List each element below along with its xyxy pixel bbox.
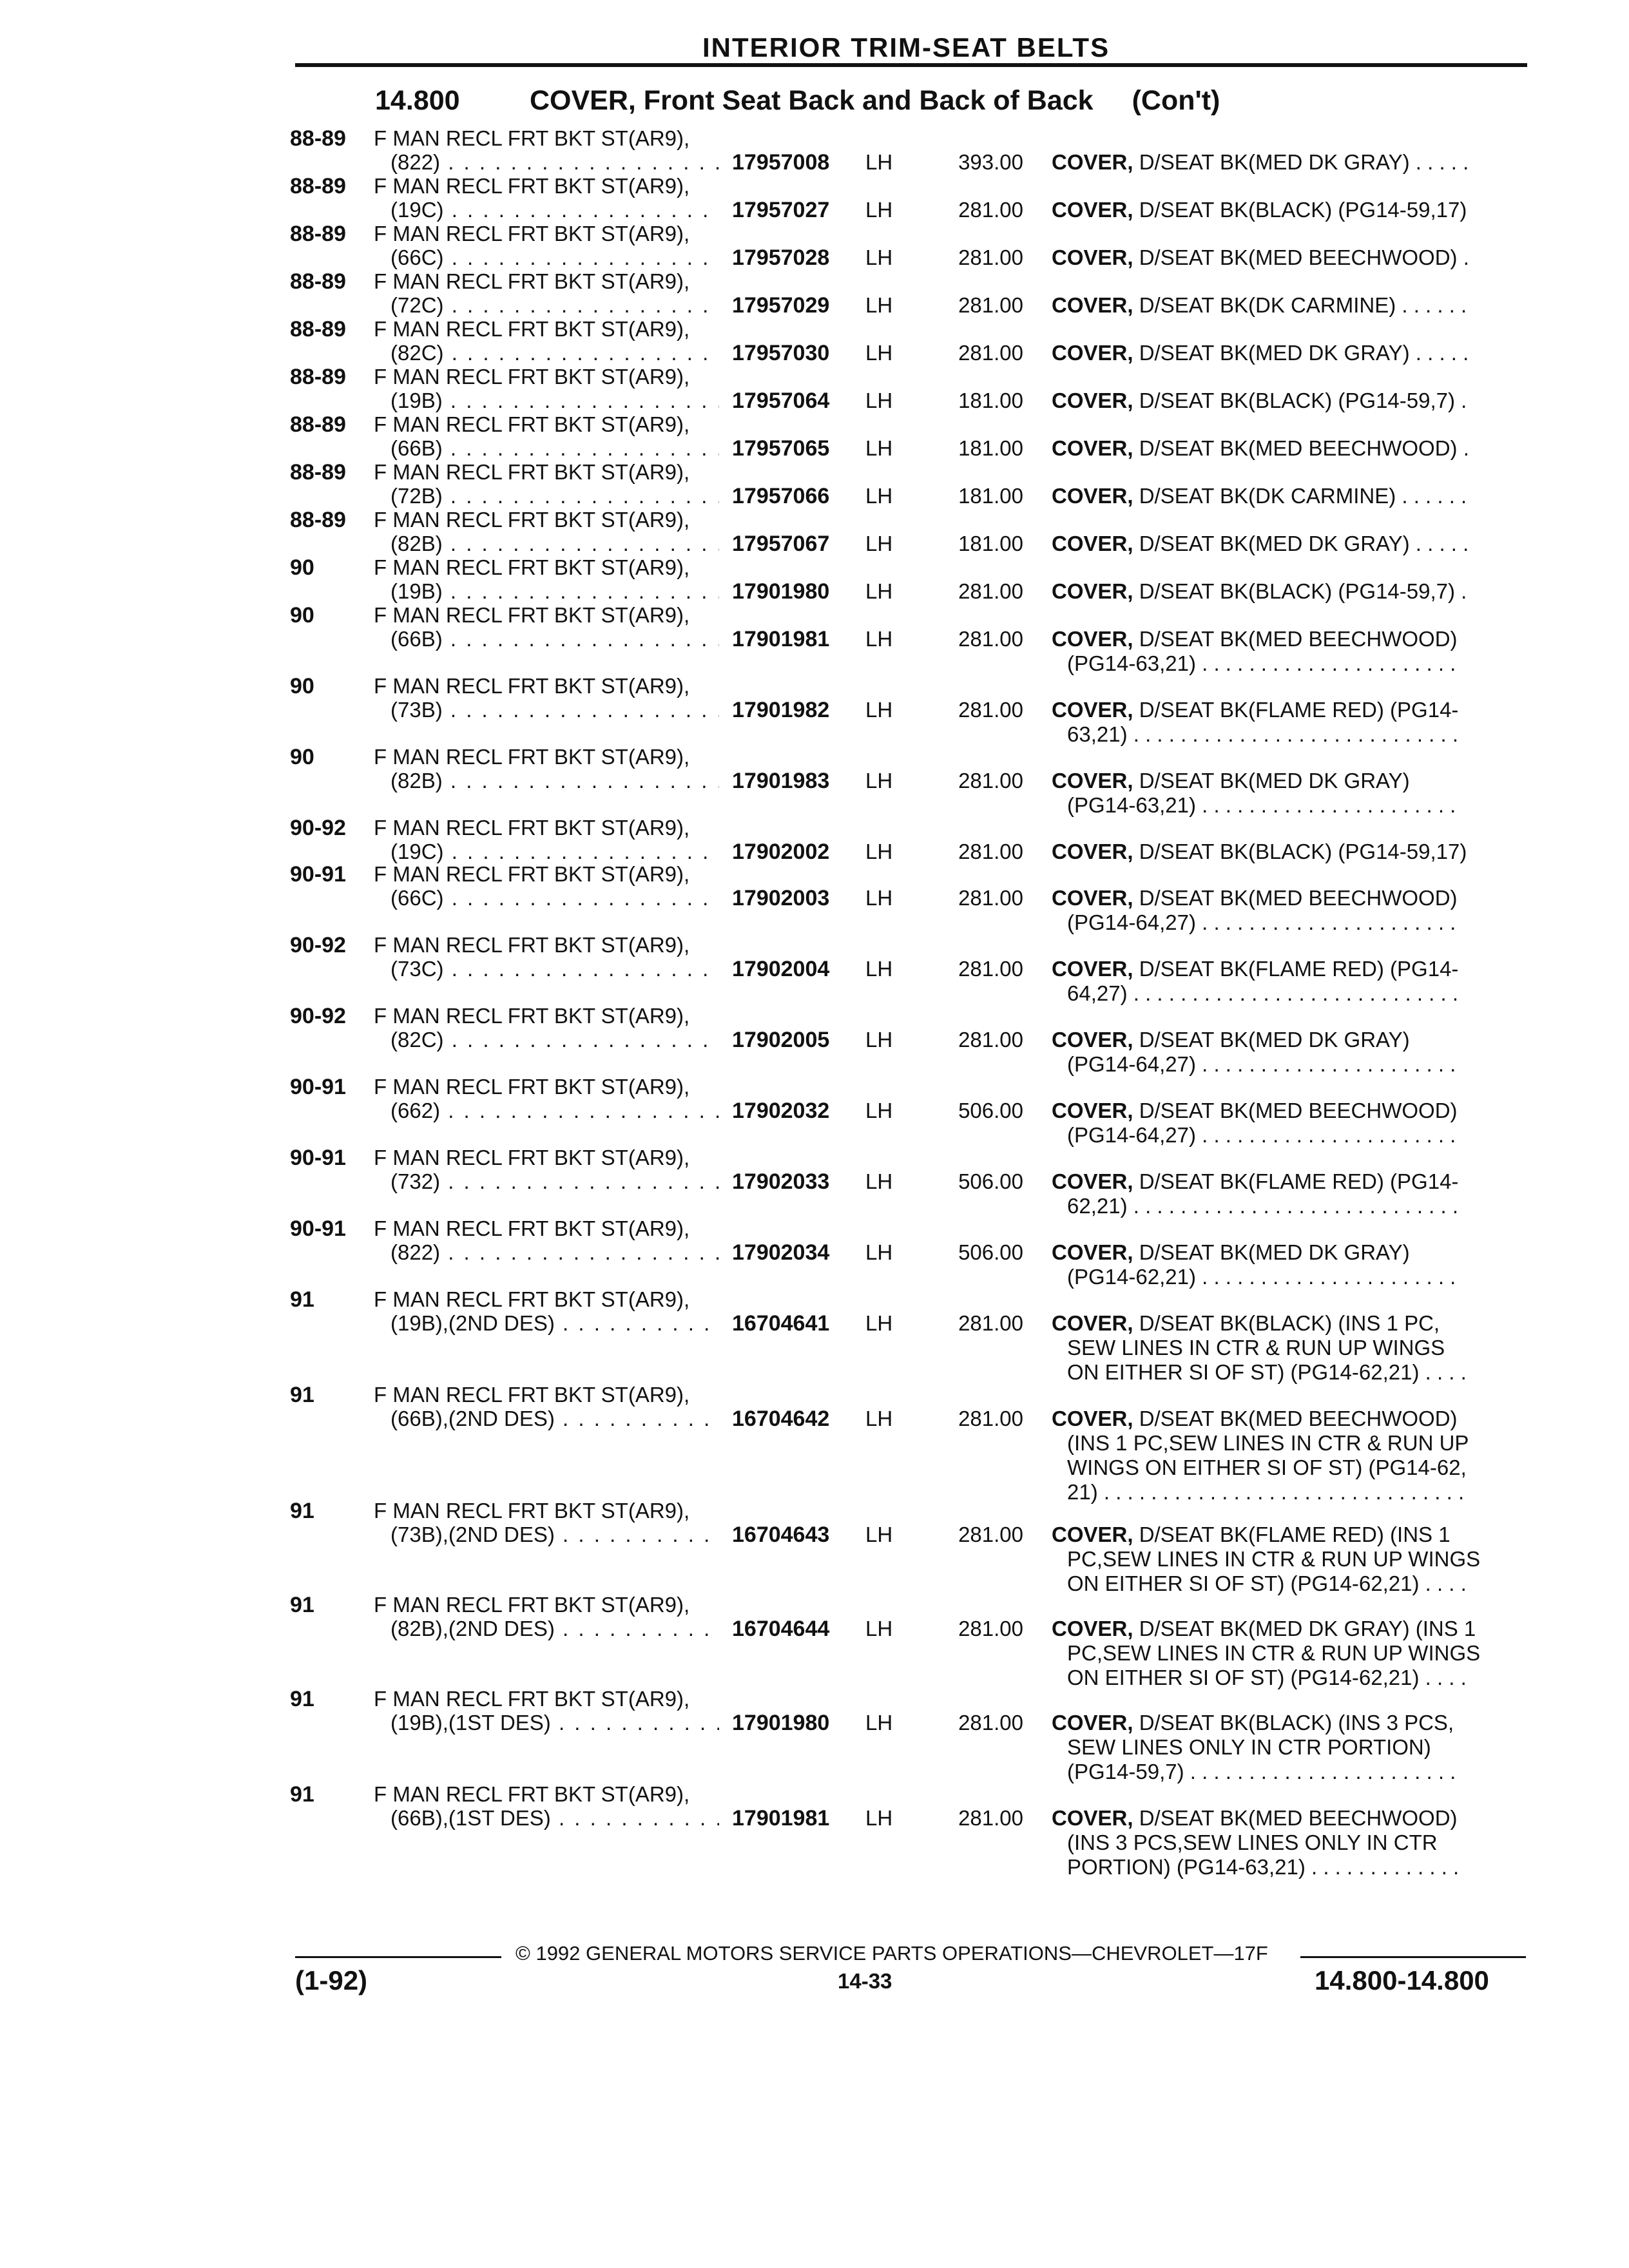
seat-description: F MAN RECL FRT BKT ST(AR9), xyxy=(374,1499,690,1523)
seat-description: F MAN RECL FRT BKT ST(AR9), xyxy=(374,1216,690,1240)
header-rule xyxy=(295,63,1527,67)
remark-line: 62,21) . . . . . . . . . . . . . . . . . . . . . . . . . . . . xyxy=(1067,1194,1459,1218)
remark-line: SEW LINES ONLY IN CTR PORTION) xyxy=(1067,1735,1431,1759)
remark-keyword: COVER, xyxy=(1052,198,1133,222)
part-number: 17901981 xyxy=(732,1806,830,1831)
remark-line: D/SEAT BK(BLACK) (PG14-59,7) . xyxy=(1139,579,1467,603)
price: 281.00 xyxy=(958,1711,1023,1735)
remark-line: D/SEAT BK(MED BEECHWOOD) xyxy=(1139,1407,1458,1430)
remark-line: WINGS ON EITHER SI OF ST) (PG14-62, xyxy=(1067,1456,1467,1479)
model-years: 91 xyxy=(290,1782,314,1807)
section-continued: (Con't) xyxy=(1132,85,1220,116)
price: 181.00 xyxy=(958,532,1023,555)
trim-code: (732) . . . xyxy=(390,1169,719,1194)
side: LH xyxy=(865,1523,893,1546)
part-number: 17901983 xyxy=(732,769,830,793)
part-number: 17902032 xyxy=(732,1099,830,1123)
seat-description: F MAN RECL FRT BKT ST(AR9), xyxy=(374,603,690,627)
remark-line: D/SEAT BK(FLAME RED) (PG14- xyxy=(1139,957,1459,981)
part-remark xyxy=(1052,293,1516,318)
price: 181.00 xyxy=(958,436,1023,460)
part-remark xyxy=(1052,1099,1516,1148)
remark-line: (PG14-63,21) . . . . . . . . . . . . . . . . . . . . . . xyxy=(1067,793,1456,817)
price: 281.00 xyxy=(958,1806,1023,1830)
remark-line: ON EITHER SI OF ST) (PG14-62,21) . . . . xyxy=(1067,1360,1467,1384)
part-entry xyxy=(0,1287,1629,1384)
remark-keyword: COVER, xyxy=(1052,769,1133,793)
remark-line: D/SEAT BK(MED DK GRAY) . . . . . xyxy=(1139,341,1469,365)
side: LH xyxy=(865,150,893,174)
model-years: 90-91 xyxy=(290,1075,346,1099)
part-number: 16704642 xyxy=(732,1407,830,1431)
side: LH xyxy=(865,769,893,793)
part-number: 16704641 xyxy=(732,1311,830,1336)
remark-line: D/SEAT BK(MED BEECHWOOD) xyxy=(1139,1806,1458,1830)
side: LH xyxy=(865,293,893,317)
remark-line: D/SEAT BK(MED DK GRAY) . . . . . xyxy=(1139,532,1469,555)
trim-code: (19C) . . . xyxy=(390,840,719,864)
remark-line: D/SEAT BK(MED BEECHWOOD) xyxy=(1139,1099,1458,1122)
trim-code: (73B) . . . xyxy=(390,698,719,722)
part-number: 17957028 xyxy=(732,245,830,270)
part-entry xyxy=(0,1782,1629,1879)
part-number: 17901980 xyxy=(732,579,830,604)
section-number: 14.800 xyxy=(375,85,460,116)
remark-keyword: COVER, xyxy=(1052,1099,1133,1122)
part-number: 17902005 xyxy=(732,1028,830,1052)
remark-line: D/SEAT BK(MED DK GRAY) xyxy=(1139,1028,1410,1052)
remark-line: ON EITHER SI OF ST) (PG14-62,21) . . . . xyxy=(1067,1666,1467,1689)
remark-keyword: COVER, xyxy=(1052,1617,1133,1640)
remark-line: D/SEAT BK(DK CARMINE) . . . . . . xyxy=(1139,293,1467,317)
model-years: 91 xyxy=(290,1287,314,1312)
remark-line: 64,27) . . . . . . . . . . . . . . . . . . . . . . . . . . . . xyxy=(1067,981,1459,1005)
part-remark xyxy=(1052,1711,1516,1784)
remark-line: D/SEAT BK(MED DK GRAY) xyxy=(1139,1240,1410,1264)
side: LH xyxy=(865,579,893,603)
seat-description: F MAN RECL FRT BKT ST(AR9), xyxy=(374,1593,690,1617)
trim-code: (19B) . . . xyxy=(390,389,719,413)
remark-keyword: COVER, xyxy=(1052,1028,1133,1052)
trim-code: (73C) . . . xyxy=(390,957,719,981)
remark-line: (PG14-64,27) . . . . . . . . . . . . . . . . . . . . . . xyxy=(1067,1123,1456,1147)
part-number: 17957067 xyxy=(732,532,830,556)
side: LH xyxy=(865,957,893,981)
part-remark xyxy=(1052,957,1516,1006)
remark-keyword: COVER, xyxy=(1052,484,1133,508)
seat-description: F MAN RECL FRT BKT ST(AR9), xyxy=(374,862,690,886)
part-number: 17902034 xyxy=(732,1240,830,1265)
part-remark xyxy=(1052,1240,1516,1289)
remark-line: D/SEAT BK(FLAME RED) (PG14- xyxy=(1139,698,1459,722)
seat-description: F MAN RECL FRT BKT ST(AR9), xyxy=(374,365,690,389)
side: LH xyxy=(865,1028,893,1052)
part-remark xyxy=(1052,1617,1516,1690)
part-number: 17902002 xyxy=(732,840,830,864)
remark-keyword: COVER, xyxy=(1052,293,1133,317)
part-remark xyxy=(1052,436,1516,461)
remark-line: (PG14-64,27) . . . . . . . . . . . . . . . . . . . . . . xyxy=(1067,1052,1456,1076)
seat-description: F MAN RECL FRT BKT ST(AR9), xyxy=(374,269,690,293)
part-remark xyxy=(1052,627,1516,676)
part-remark xyxy=(1052,1169,1516,1218)
trim-code: (19B),(1ST DES) . . . xyxy=(390,1711,719,1735)
side: LH xyxy=(865,532,893,555)
part-remark xyxy=(1052,698,1516,747)
trim-code: (19B) . . . xyxy=(390,579,719,604)
trim-code: (66B),(1ST DES) . . . xyxy=(390,1806,719,1831)
remark-keyword: COVER, xyxy=(1052,1169,1133,1193)
remark-keyword: COVER, xyxy=(1052,245,1133,269)
side: LH xyxy=(865,886,893,910)
part-remark xyxy=(1052,886,1516,935)
trim-code: (82B) . . . xyxy=(390,769,719,793)
model-years: 90-92 xyxy=(290,933,346,957)
remark-keyword: COVER, xyxy=(1052,532,1133,555)
part-number: 17957065 xyxy=(732,436,830,461)
remark-keyword: COVER, xyxy=(1052,957,1133,981)
model-years: 88-89 xyxy=(290,222,346,246)
part-number: 17901982 xyxy=(732,698,830,722)
price: 281.00 xyxy=(958,698,1023,722)
model-years: 90 xyxy=(290,555,314,580)
model-years: 91 xyxy=(290,1593,314,1617)
model-years: 90 xyxy=(290,603,314,628)
side: LH xyxy=(865,245,893,269)
side: LH xyxy=(865,389,893,412)
seat-description: F MAN RECL FRT BKT ST(AR9), xyxy=(374,460,690,484)
trim-code: (66B) . . . xyxy=(390,627,719,651)
seat-description: F MAN RECL FRT BKT ST(AR9), xyxy=(374,508,690,532)
side: LH xyxy=(865,840,893,863)
side: LH xyxy=(865,484,893,508)
remark-keyword: COVER, xyxy=(1052,341,1133,365)
remark-line: (PG14-59,7) . . . . . . . . . . . . . . . . . . . . . . . xyxy=(1067,1760,1456,1783)
part-number: 16704643 xyxy=(732,1523,830,1547)
part-entry xyxy=(0,1383,1629,1504)
remark-keyword: COVER, xyxy=(1052,1806,1133,1830)
side: LH xyxy=(865,1240,893,1264)
remark-line: D/SEAT BK(MED BEECHWOOD) xyxy=(1139,886,1458,910)
side: LH xyxy=(865,436,893,460)
part-entry xyxy=(0,1687,1629,1783)
side: LH xyxy=(865,1099,893,1122)
remark-keyword: COVER, xyxy=(1052,840,1133,863)
part-remark xyxy=(1052,1806,1516,1879)
trim-code: (82B),(2ND DES) . . . xyxy=(390,1617,719,1641)
remark-line: D/SEAT BK(BLACK) (INS 3 PCS, xyxy=(1139,1711,1454,1735)
trim-code: (72C) . . . xyxy=(390,293,719,318)
remark-line: D/SEAT BK(MED BEECHWOOD) . xyxy=(1139,245,1469,269)
remark-line: D/SEAT BK(FLAME RED) (INS 1 xyxy=(1139,1523,1451,1546)
seat-description: F MAN RECL FRT BKT ST(AR9), xyxy=(374,1004,690,1028)
remark-keyword: COVER, xyxy=(1052,698,1133,722)
remark-line: PC,SEW LINES IN CTR & RUN UP WINGS xyxy=(1067,1547,1481,1571)
remark-keyword: COVER, xyxy=(1052,886,1133,910)
page-header-title: INTERIOR TRIM-SEAT BELTS xyxy=(702,32,1110,62)
price: 281.00 xyxy=(958,627,1023,651)
part-number: 16704644 xyxy=(732,1617,830,1641)
model-years: 90-91 xyxy=(290,1146,346,1170)
price: 281.00 xyxy=(958,1028,1023,1052)
price: 506.00 xyxy=(958,1099,1023,1122)
remark-line: D/SEAT BK(BLACK) (PG14-59,7) . xyxy=(1139,389,1467,412)
part-number: 17957029 xyxy=(732,293,830,318)
side: LH xyxy=(865,1311,893,1335)
model-years: 88-89 xyxy=(290,365,346,389)
remark-keyword: COVER, xyxy=(1052,389,1133,412)
seat-description: F MAN RECL FRT BKT ST(AR9), xyxy=(374,1383,690,1407)
section-heading xyxy=(375,85,1535,117)
remark-keyword: COVER, xyxy=(1052,436,1133,460)
remark-line: ON EITHER SI OF ST) (PG14-62,21) . . . . xyxy=(1067,1571,1467,1595)
model-years: 91 xyxy=(290,1383,314,1407)
trim-code: (82B) . . . xyxy=(390,532,719,556)
trim-code: (66B),(2ND DES) . . . xyxy=(390,1407,719,1431)
remark-line: D/SEAT BK(MED DK GRAY) . . . . . xyxy=(1139,150,1469,174)
seat-description: F MAN RECL FRT BKT ST(AR9), xyxy=(374,933,690,957)
remark-line: (PG14-64,27) . . . . . . . . . . . . . . . . . . . . . . xyxy=(1067,910,1456,934)
remark-keyword: COVER, xyxy=(1052,1711,1133,1735)
side: LH xyxy=(865,1407,893,1430)
side: LH xyxy=(865,341,893,365)
model-years: 90-92 xyxy=(290,1004,346,1028)
price: 506.00 xyxy=(958,1240,1023,1264)
price: 281.00 xyxy=(958,1311,1023,1335)
price: 281.00 xyxy=(958,198,1023,222)
part-remark xyxy=(1052,198,1516,222)
remark-line: D/SEAT BK(BLACK) (PG14-59,17) xyxy=(1139,198,1467,222)
part-number: 17901980 xyxy=(732,1711,830,1735)
seat-description: F MAN RECL FRT BKT ST(AR9), xyxy=(374,555,690,579)
remark-keyword: COVER, xyxy=(1052,579,1133,603)
part-remark xyxy=(1052,1028,1516,1077)
remark-keyword: COVER, xyxy=(1052,627,1133,651)
seat-description: F MAN RECL FRT BKT ST(AR9), xyxy=(374,174,690,198)
side: LH xyxy=(865,1169,893,1193)
model-years: 88-89 xyxy=(290,174,346,198)
model-years: 88-89 xyxy=(290,412,346,437)
part-remark xyxy=(1052,532,1516,556)
remark-line: PC,SEW LINES IN CTR & RUN UP WINGS xyxy=(1067,1641,1481,1665)
price: 281.00 xyxy=(958,1617,1023,1640)
price: 393.00 xyxy=(958,150,1023,174)
side: LH xyxy=(865,1617,893,1640)
footer-copyright: © 1992 GENERAL MOTORS SERVICE PARTS OPERATIONS—CHEVROLET—17F xyxy=(516,1942,1268,1965)
model-years: 90-91 xyxy=(290,1216,346,1241)
seat-description: F MAN RECL FRT BKT ST(AR9), xyxy=(374,1075,690,1099)
model-years: 90-91 xyxy=(290,862,346,887)
trim-code: (72B) . . . xyxy=(390,484,719,508)
seat-description: F MAN RECL FRT BKT ST(AR9), xyxy=(374,222,690,245)
part-remark xyxy=(1052,245,1516,270)
model-years: 91 xyxy=(290,1687,314,1711)
side: LH xyxy=(865,698,893,722)
remark-line: (INS 1 PC,SEW LINES IN CTR & RUN UP xyxy=(1067,1431,1469,1455)
trim-code: (66C) . . . xyxy=(390,886,719,910)
price: 181.00 xyxy=(958,484,1023,508)
part-remark xyxy=(1052,1407,1516,1504)
trim-code: (66C) . . . xyxy=(390,245,719,270)
trim-code: (66B) . . . xyxy=(390,436,719,461)
part-remark xyxy=(1052,389,1516,413)
seat-description: F MAN RECL FRT BKT ST(AR9), xyxy=(374,1782,690,1806)
price: 281.00 xyxy=(958,957,1023,981)
footer-date: (1-92) xyxy=(295,1965,368,1995)
trim-code: (19B),(2ND DES) . . . xyxy=(390,1311,719,1336)
side: LH xyxy=(865,198,893,222)
part-number: 17902003 xyxy=(732,886,830,910)
model-years: 88-89 xyxy=(290,126,346,151)
side: LH xyxy=(865,627,893,651)
price: 506.00 xyxy=(958,1169,1023,1193)
remark-keyword: COVER, xyxy=(1052,1523,1133,1546)
footer-rule-left xyxy=(295,1956,501,1958)
remark-line: (PG14-62,21) . . . . . . . . . . . . . . . . . . . . . . xyxy=(1067,1265,1456,1289)
part-remark xyxy=(1052,1523,1516,1596)
model-years: 90 xyxy=(290,745,314,769)
remark-line: D/SEAT BK(MED BEECHWOOD) . xyxy=(1139,436,1469,460)
part-remark xyxy=(1052,341,1516,365)
remark-line: 21) . . . . . . . . . . . . . . . . . . . . . . . . . . . . . . . xyxy=(1067,1480,1465,1504)
part-remark xyxy=(1052,769,1516,818)
model-years: 88-89 xyxy=(290,508,346,532)
remark-line: D/SEAT BK(BLACK) (PG14-59,17) xyxy=(1139,840,1467,863)
remark-line: D/SEAT BK(MED DK GRAY) (INS 1 xyxy=(1139,1617,1476,1640)
price: 281.00 xyxy=(958,840,1023,863)
price: 281.00 xyxy=(958,1407,1023,1430)
footer-page-number: 14-33 xyxy=(838,1969,892,1993)
remark-keyword: COVER, xyxy=(1052,1240,1133,1264)
remark-line: D/SEAT BK(MED DK GRAY) xyxy=(1139,769,1410,793)
seat-description: F MAN RECL FRT BKT ST(AR9), xyxy=(374,816,690,840)
part-number: 17902004 xyxy=(732,957,830,981)
part-number: 17957008 xyxy=(732,150,830,175)
price: 281.00 xyxy=(958,579,1023,603)
footer-rule-right xyxy=(1300,1956,1526,1958)
side: LH xyxy=(865,1711,893,1735)
trim-code: (822) . . . xyxy=(390,1240,719,1265)
price: 281.00 xyxy=(958,293,1023,317)
remark-line: D/SEAT BK(MED BEECHWOOD) xyxy=(1139,627,1458,651)
trim-code: (662) . . . xyxy=(390,1099,719,1123)
part-entry xyxy=(0,1593,1629,1689)
seat-description: F MAN RECL FRT BKT ST(AR9), xyxy=(374,1687,690,1711)
trim-code: (82C) . . . xyxy=(390,1028,719,1052)
remark-line: D/SEAT BK(BLACK) (INS 1 PC, xyxy=(1139,1311,1440,1335)
trim-code: (19C) . . . xyxy=(390,198,719,222)
seat-description: F MAN RECL FRT BKT ST(AR9), xyxy=(374,126,690,150)
remark-line: (PG14-63,21) . . . . . . . . . . . . . . . . . . . . . . xyxy=(1067,651,1456,675)
price: 281.00 xyxy=(958,341,1023,365)
model-years: 88-89 xyxy=(290,269,346,294)
seat-description: F MAN RECL FRT BKT ST(AR9), xyxy=(374,674,690,698)
part-remark xyxy=(1052,579,1516,604)
trim-code: (82C) . . . xyxy=(390,341,719,365)
seat-description: F MAN RECL FRT BKT ST(AR9), xyxy=(374,1146,690,1169)
price: 281.00 xyxy=(958,886,1023,910)
part-number: 17902033 xyxy=(732,1169,830,1194)
trim-code: (73B),(2ND DES) . . . xyxy=(390,1523,719,1547)
seat-description: F MAN RECL FRT BKT ST(AR9), xyxy=(374,412,690,436)
part-entry xyxy=(0,1499,1629,1595)
part-remark xyxy=(1052,484,1516,508)
seat-description: F MAN RECL FRT BKT ST(AR9), xyxy=(374,317,690,341)
section-title: COVER, Front Seat Back and Back of Back xyxy=(530,85,1094,116)
part-number: 17901981 xyxy=(732,627,830,651)
remark-line: (INS 3 PCS,SEW LINES ONLY IN CTR xyxy=(1067,1831,1438,1854)
side: LH xyxy=(865,1806,893,1830)
part-remark xyxy=(1052,1311,1516,1385)
price: 281.00 xyxy=(958,769,1023,793)
remark-line: D/SEAT BK(DK CARMINE) . . . . . . xyxy=(1139,484,1467,508)
footer-section-range: 14.800-14.800 xyxy=(1315,1965,1489,1995)
part-remark xyxy=(1052,840,1516,864)
model-years: 90-92 xyxy=(290,816,346,840)
remark-keyword: COVER, xyxy=(1052,1407,1133,1430)
price: 181.00 xyxy=(958,389,1023,412)
model-years: 88-89 xyxy=(290,317,346,341)
part-number: 17957064 xyxy=(732,389,830,413)
model-years: 91 xyxy=(290,1499,314,1523)
remark-line: SEW LINES IN CTR & RUN UP WINGS xyxy=(1067,1336,1445,1360)
remark-keyword: COVER, xyxy=(1052,150,1133,174)
part-number: 17957030 xyxy=(732,341,830,365)
remark-line: 63,21) . . . . . . . . . . . . . . . . . . . . . . . . . . . . xyxy=(1067,722,1459,746)
remark-keyword: COVER, xyxy=(1052,1311,1133,1335)
part-number: 17957027 xyxy=(732,198,830,222)
price: 281.00 xyxy=(958,1523,1023,1546)
part-remark xyxy=(1052,150,1516,175)
remark-line: PORTION) (PG14-63,21) . . . . . . . . . . . . . xyxy=(1067,1855,1460,1879)
price: 281.00 xyxy=(958,245,1023,269)
seat-description: F MAN RECL FRT BKT ST(AR9), xyxy=(374,745,690,769)
model-years: 90 xyxy=(290,674,314,698)
trim-code: (822) . . . xyxy=(390,150,719,175)
seat-description: F MAN RECL FRT BKT ST(AR9), xyxy=(374,1287,690,1311)
part-number: 17957066 xyxy=(732,484,830,508)
remark-line: D/SEAT BK(FLAME RED) (PG14- xyxy=(1139,1169,1459,1193)
model-years: 88-89 xyxy=(290,460,346,485)
